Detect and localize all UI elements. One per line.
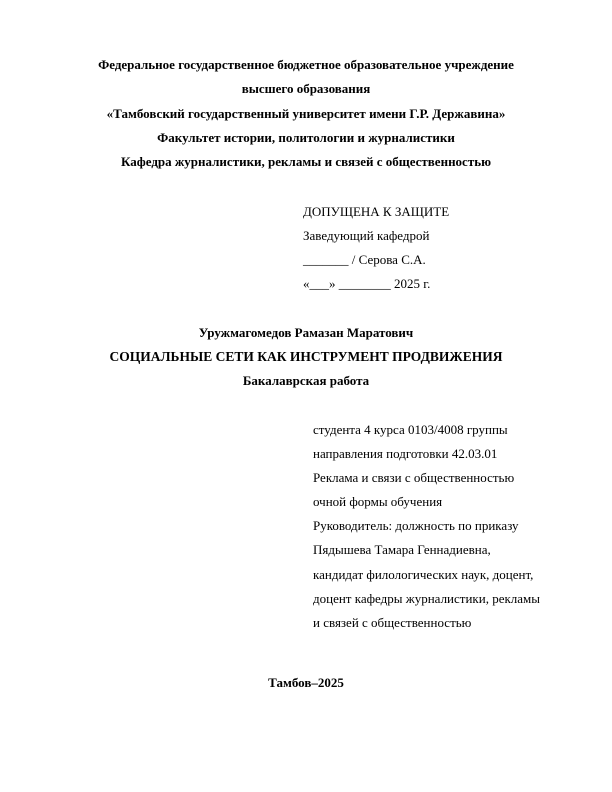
author-name: Уружмагомедов Рамазан Маратович xyxy=(198,325,414,340)
header-line-department: Кафедра журналистики, рекламы и связей с общественностью xyxy=(120,154,492,169)
header-line-faculty: Факультет истории, политологии и журналистики xyxy=(157,130,455,145)
approval-date: «___» ________ 2025 г. xyxy=(303,276,431,291)
header-line-education-level: высшего образования xyxy=(241,81,371,96)
header-line-institution-type: Федеральное государственное бюджетное образовательное учреждение xyxy=(98,57,514,72)
supervisor-line: и связей с общественностью xyxy=(313,615,472,630)
student-info-line: направления подготовки 42.03.01 xyxy=(313,446,498,461)
supervisor-line: кандидат филологических наук, доцент, xyxy=(313,567,534,582)
approval-signature: _______ / Серова С.А. xyxy=(303,252,426,267)
approval-position: Заведующий кафедрой xyxy=(303,228,430,243)
supervisor-line: Пядышева Тамара Геннадиевна, xyxy=(313,542,491,557)
student-info-line: очной формы обучения xyxy=(313,494,443,509)
footer-city-year: Тамбов–2025 xyxy=(268,675,344,690)
supervisor-line: доцент кафедры журналистики, рекламы xyxy=(313,591,540,606)
work-title: СОЦИАЛЬНЫЕ СЕТИ КАК ИНСТРУМЕНТ ПРОДВИЖЕНИЯ xyxy=(109,349,503,364)
student-info-line: Реклама и связи с общественностью xyxy=(313,470,515,485)
header-line-university: «Тамбовский государственный университет имени Г.Р. Державина» xyxy=(106,106,506,121)
work-type: Бакалаврская работа xyxy=(242,373,370,388)
student-info-line: студента 4 курса 0103/4008 группы xyxy=(313,422,508,437)
approval-status: ДОПУЩЕНА К ЗАЩИТЕ xyxy=(303,204,450,219)
supervisor-line: Руководитель: должность по приказу xyxy=(313,518,519,533)
